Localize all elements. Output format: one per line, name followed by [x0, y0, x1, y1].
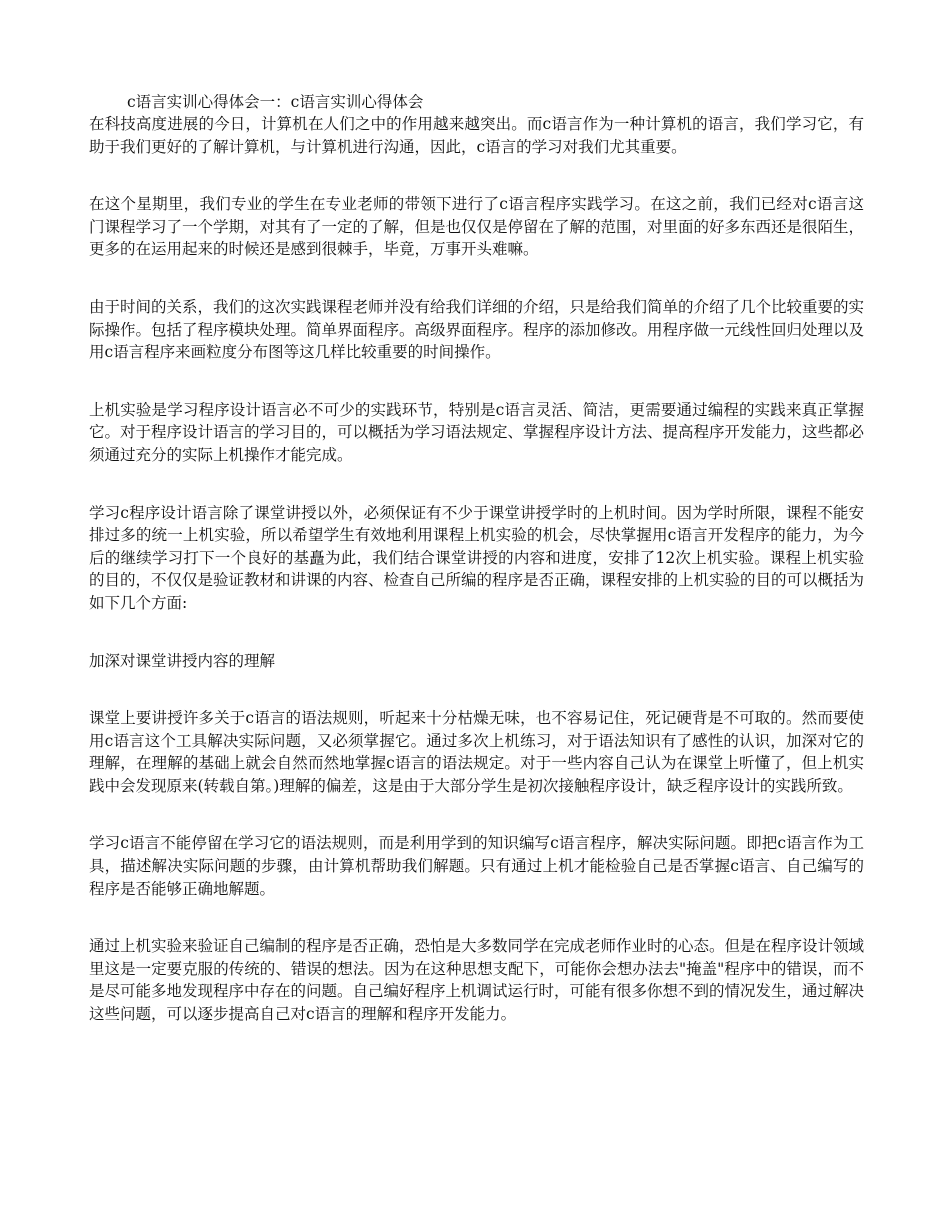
paragraph: 由于时间的关系，我们的这次实践课程老师并没有给我们详细的介绍，只是给我们简单的介绍了几个比较重要的实际操作。包括了程序模块处理。简单界面程序。高级界面程序。程序的添加修改。用程序做一元线性回归处理以及用c语言程序来画粒度分布图等这几样比较重要的时间操作。 [89, 297, 865, 362]
paragraph: 在这个星期里，我们专业的学生在专业老师的带领下进行了c语言程序实践学习。在这之前，我们已经对c语言这门课程学习了一个学期，对其有了一定的了解，但是也仅仅是停留在了解的范围，对里面的好多东西还是很陌生，更多的在运用起来的时候还是感到很棘手，毕竟，万事开头难嘛。 [89, 195, 865, 259]
paragraph: 上机实验是学习程序设计语言必不可少的实践环节，特别是c语言灵活、简洁，更需要通过编程的实践来真正掌握它。对于程序设计语言的学习目的，可以概括为学习语法规定、掌握程序设计方法、提高程序开发能力，这些都必须通过充分的实际上机操作才能完成。 [89, 400, 865, 464]
paragraph: 学习c语言不能停留在学习它的语法规则，而是利用学到的知识编写c语言程序，解决实际问题。即把c语言作为工具，描述解决实际问题的步骤，由计算机帮助我们解题。只有通过上机才能检验自己是否掌握c语言、自己编写的程序是否能够正确地解题。 [89, 834, 864, 898]
document-page [89, 91, 864, 1061]
document-title: c语言实训心得体会一：c语言实训心得体会 [127, 93, 424, 111]
section-subheading: 加深对课堂讲授内容的理解 [89, 651, 276, 670]
paragraph: 学习c程序设计语言除了课堂讲授以外，必须保证有不少于课堂讲授学时的上机时间。因为学时所限，课程不能安排过多的统一上机实验，所以希望学生有效地利用课程上机实验的机会，尽快掌握用c语言开发程序的能力，为今后的继续学习打下一个良好的基矗为此，我们结合课堂讲授的内容和进度，安排了12次上机实验。课程上机实验的目的，不仅仅是验证教材和讲课的内容、检查自己所编的程序是否正确，课程安排的上机实验的目的可以概括为如下几个方面: [89, 503, 865, 612]
paragraph: 在科技高度进展的今日，计算机在人们之中的作用越来越突出。而c语言作为一种计算机的语言，我们学习它，有助于我们更好的了解计算机，与计算机进行沟通，因此，c语言的学习对我们尤其重要。 [89, 115, 864, 156]
paragraph: 课堂上要讲授许多关于c语言的语法规则，听起来十分枯燥无味，也不容易记住，死记硬背是不可取的。然而要使用c语言这个工具解决实际问题，又必须掌握它。通过多次上机练习，对于语法知识有了感性的认识，加深对它的理解，在理解的基础上就会自然而然地掌握c语言的语法规定。对于一些内容自己认为在课堂上听懂了，但上机实践中会发现原来(转载自第。)理解的偏差，这是由于大部分学生是初次接触程序设计，缺乏程序设计的实践所致。 [89, 709, 864, 795]
paragraph: 通过上机实验来验证自己编制的程序是否正确，恐怕是大多数同学在完成老师作业时的心态。但是在程序设计领域里这是一定要克服的传统的、错误的想法。因为在这种思想支配下，可能你会想办法去"掩盖"程序中的错误，而不是尽可能多地发现程序中存在的问题。自己编好程序上机调试运行时，可能有很多你想不到的情况发生，通过解决这些问题，可以逐步提高自己对c语言的理解和程序开发能力。 [89, 937, 865, 1024]
